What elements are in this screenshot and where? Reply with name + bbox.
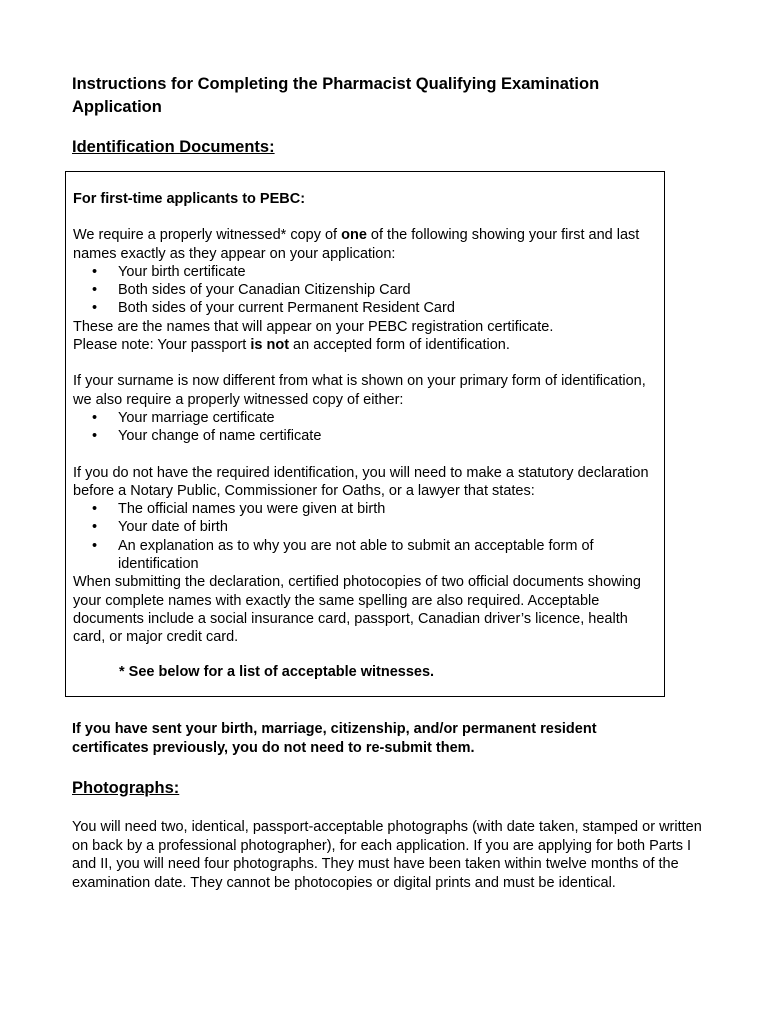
list-item-text: Your date of birth <box>118 519 228 536</box>
require-intro <box>73 226 659 263</box>
primary-id-list <box>73 263 659 318</box>
document-title: Instructions for Completing the Pharmacist Qualifying Examination Application <box>72 75 600 116</box>
names-note: These are the names that will appear on your PEBC registration certificate. <box>73 318 554 335</box>
require-intro-pre: We require a properly witnessed* copy of <box>73 227 342 244</box>
list-item-text: The official names you were given at birth <box>118 501 386 518</box>
bullet-icon: • <box>92 409 98 426</box>
statutory-list <box>73 500 659 573</box>
passport-note-bold: is not <box>250 337 290 354</box>
bullet-icon: • <box>92 263 98 280</box>
surname-intro: If your surname is now different from what is shown on your primary form of identification, we also require a properly witnessed copy of either: <box>73 373 646 408</box>
list-item <box>73 427 659 445</box>
identification-heading: Identification Documents: <box>72 138 275 156</box>
list-item-text: An explanation as to why you are not able to submit an acceptable form of identification <box>118 537 594 573</box>
passport-note-post: an accepted form of identification. <box>289 337 510 354</box>
list-item <box>73 263 659 281</box>
bullet-icon: • <box>92 519 98 536</box>
passport-note <box>73 336 659 354</box>
list-item-text: Your marriage certificate <box>118 409 275 426</box>
first-time-heading: For first-time applicants to PEBC: <box>73 191 306 207</box>
bullet-icon: • <box>92 428 98 445</box>
bullet-icon: • <box>92 282 98 299</box>
bullet-icon: • <box>92 537 98 554</box>
photographs-heading: Photographs: <box>72 779 180 797</box>
list-item <box>73 409 659 427</box>
list-item <box>73 518 659 536</box>
bullet-icon: • <box>92 501 98 518</box>
resubmit-note: If you have sent your birth, marriage, citizenship, and/or permanent resident certificates previously, you do not need to re-submit them. <box>72 721 597 756</box>
list-item <box>73 299 659 317</box>
require-intro-post: of the following showing your first and last names exactly as they appear on your application: <box>73 227 640 262</box>
require-intro-bold: one <box>341 227 367 244</box>
statutory-intro: If you do not have the required identification, you will need to make a statutory declaration before a Notary Public, Commissioner for Oaths, or a lawyer that states: <box>73 464 649 499</box>
list-item <box>73 537 659 574</box>
bullet-icon: • <box>92 300 98 317</box>
identification-box-content <box>73 190 659 681</box>
list-item-text: Both sides of your current Permanent Resident Card <box>118 300 455 317</box>
list-item-text: Your birth certificate <box>118 263 246 280</box>
identification-box <box>65 171 665 697</box>
surname-id-list <box>73 409 659 446</box>
list-item <box>73 500 659 518</box>
list-item-text: Your change of name certificate <box>118 428 322 445</box>
photographs-body: You will need two, identical, passport-acceptable photographs (with date taken, stamped or written on back by a professional photographer), for each application. If you are applying for both Parts I and II, you will need four photographs. They must have been taken within twelve months of the examination date. They cannot be photocopies or digital prints and must be identical. <box>72 819 702 891</box>
list-item-text: Both sides of your Canadian Citizenship Card <box>118 282 411 299</box>
witness-note: * See below for a list of acceptable witnesses. <box>119 663 435 680</box>
list-item <box>73 281 659 299</box>
passport-note-pre: Please note: Your passport <box>73 337 251 354</box>
declaration-note: When submitting the declaration, certified photocopies of two official documents showing your complete names with exactly the same spelling are also required. Acceptable documents include a social insurance card, passport, Canadian driver’s licence, health card, or major credit card. <box>73 574 641 646</box>
